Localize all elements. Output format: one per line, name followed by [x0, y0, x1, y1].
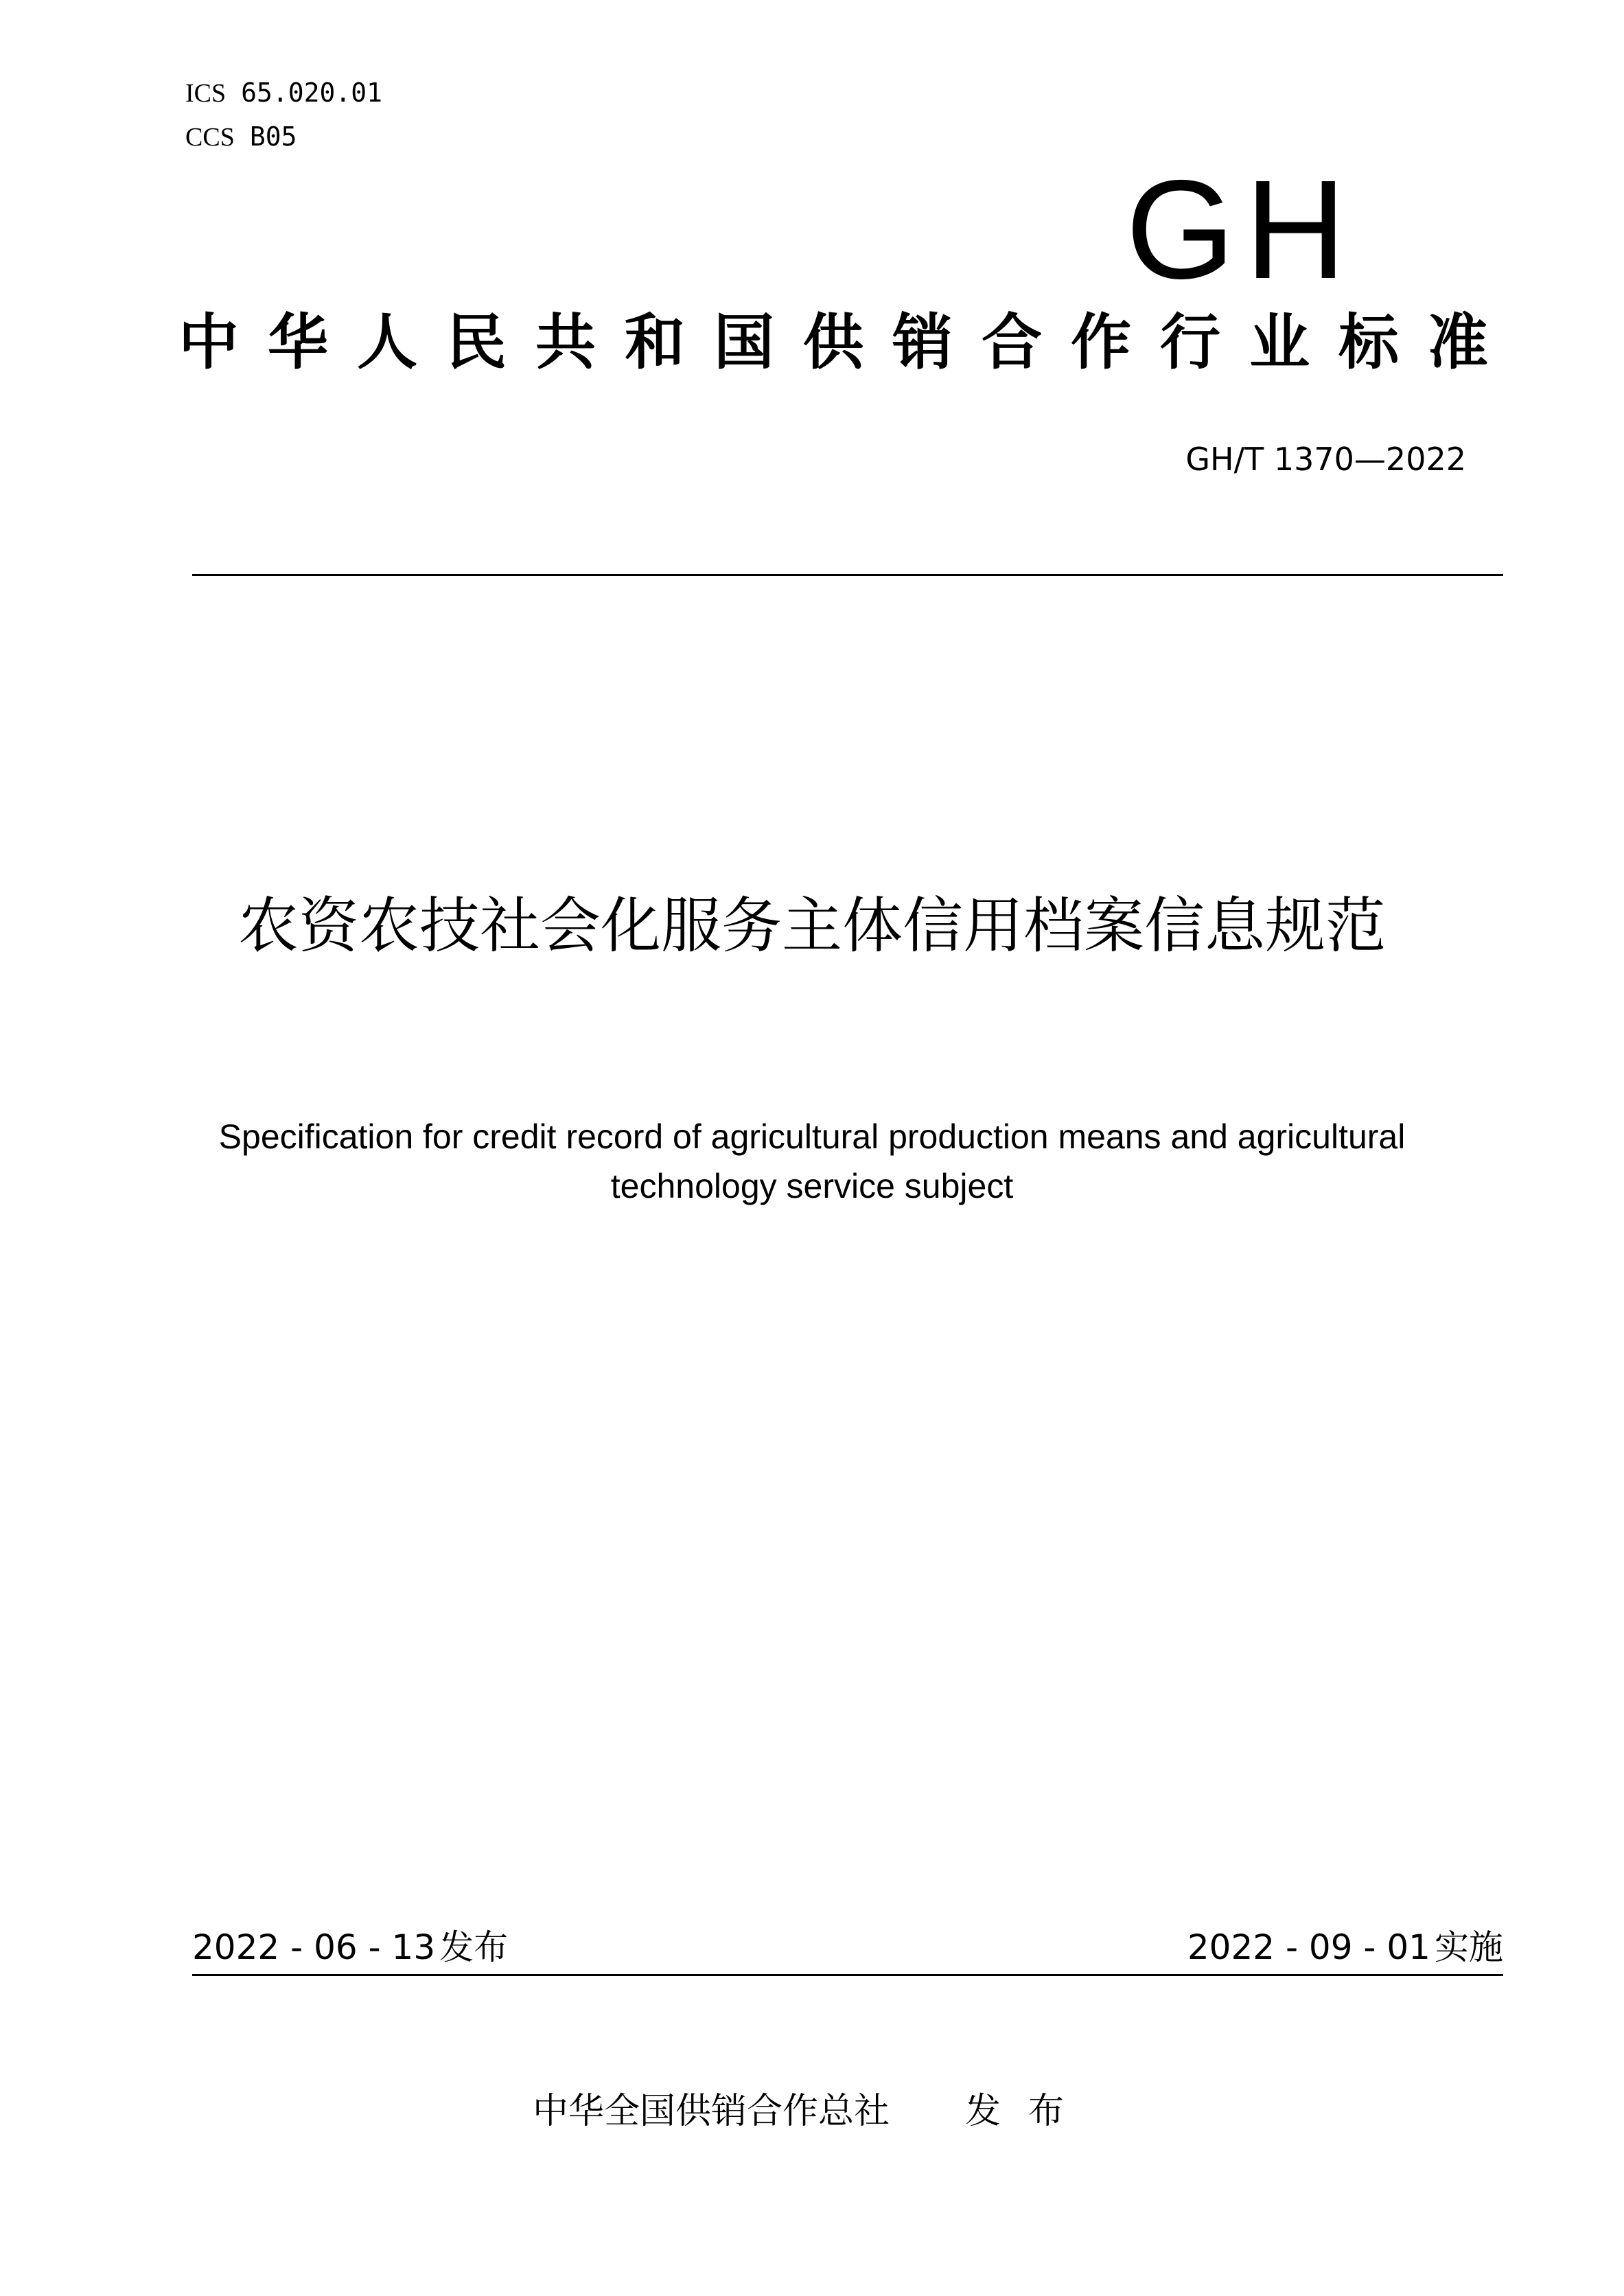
- publish-date-line: [192, 1927, 509, 1967]
- ccs-classification: [185, 121, 297, 152]
- standard-number: GH/T 1370—2022: [1185, 441, 1466, 478]
- implement-label: 实施: [1435, 1927, 1503, 1967]
- publish-label: 发布: [439, 1927, 509, 1967]
- standard-mark: GH: [1126, 151, 1356, 308]
- industry-standard-title: 中华人民共和国供销合作行业标准: [178, 307, 1518, 378]
- footer-divider: [192, 1974, 1503, 1976]
- header-divider: [192, 574, 1503, 576]
- implement-date: 2022 - 09 - 01: [1187, 1927, 1430, 1967]
- document-title: 农资农技社会化服务主体信用档案信息规范: [237, 890, 1386, 961]
- document-title-english: Specification for credit record of agricultural production means and agricultural technology service subject: [218, 1117, 1406, 1205]
- ics-classification: [185, 80, 382, 106]
- ics-label: ICS: [185, 79, 227, 108]
- publish-action: 发布: [965, 2091, 1092, 2132]
- publisher-name: 中华全国供销合作总社: [532, 2091, 890, 2132]
- publish-date: 2022 - 06 - 13: [192, 1927, 436, 1967]
- ccs-code: B05: [249, 121, 297, 152]
- ccs-label: CCS: [185, 123, 235, 152]
- publisher-line: [0, 2091, 1624, 2132]
- ics-code: 65.020.01: [241, 78, 383, 108]
- implement-date-line: [1187, 1927, 1503, 1967]
